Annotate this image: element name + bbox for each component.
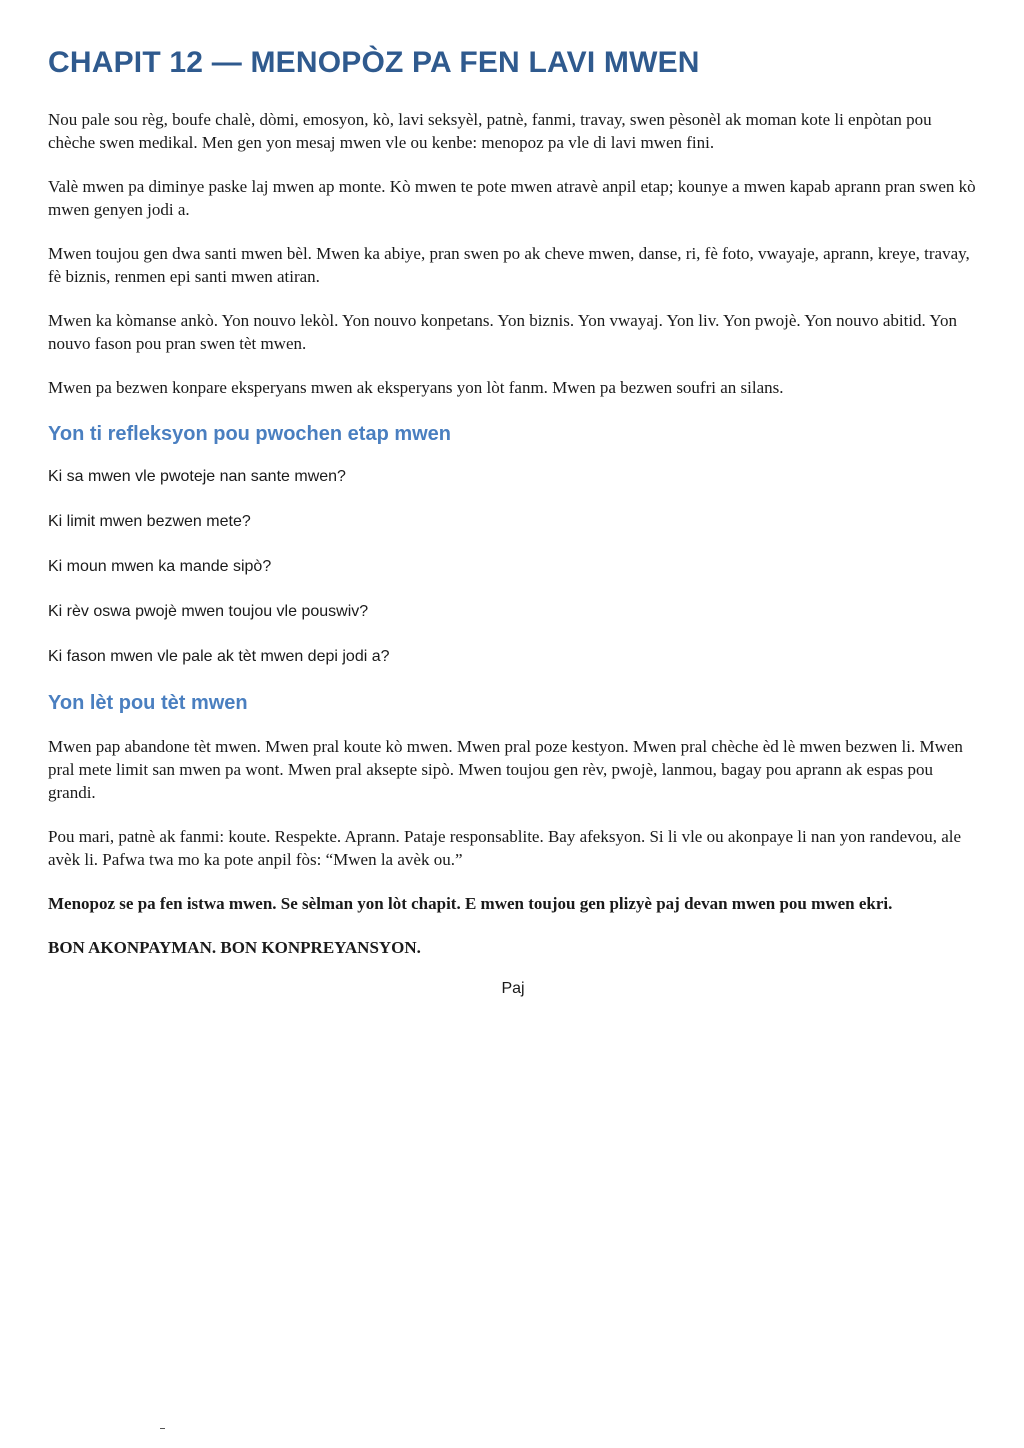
letter-paragraph-2: Pou mari, patnè ak fanmi: koute. Respekte. Aprann. Pataje responsablite. Bay afeksyon. Si li vle ou akonpaye li nan yon randevou, ale avèk li. Pafwa twa mo ka pote anpil fòs: “Mwen la avèk ou.” bbox=[48, 827, 962, 869]
intro-paragraph-1: Nou pale sou règ, boufe chalè, dòmi, emosyon, kò, lavi seksyèl, patnè, fanmi, travay, swen pèsonèl ak moman kote li enpòtan pou chèche swen medikal. Men gen yon mesaj mwen vle ou kenbe: menopoz pa vle di lavi mwen fini. bbox=[48, 110, 932, 152]
signoff: BON AKONPAYMAN. BON KONPREYANSYON. bbox=[48, 938, 421, 957]
intro-paragraph-3: Mwen toujou gen dwa santi mwen bèl. Mwen ka abiye, pran swen po ak cheve mwen, danse, ri, fè foto, vwayaje, aprann, kreye, travay, fè biznis, renmen epi santi mwen atiran. bbox=[48, 244, 970, 286]
letter-heading: Yon lèt pou tèt mwen bbox=[48, 692, 248, 714]
reflection-question-3: Ki moun mwen ka mande sipò? bbox=[48, 558, 272, 575]
intro-paragraph-4: Mwen ka kòmanse ankò. Yon nouvo lekòl. Yon nouvo konpetans. Yon biznis. Yon vwayaj. Yon liv. Yon pwojè. Yon nouvo abitid. Yon nouvo fason pou pran swen tèt mwen. bbox=[48, 311, 957, 353]
letter-paragraph-1: Mwen pap abandone tèt mwen. Mwen pral koute kò mwen. Mwen pral poze kestyon. Mwen pral chèche èd lè mwen bezwen li. Mwen pral mete limit san mwen pa wont. Mwen pral aksepte sipò. Mwen toujou gen rèv, pwojè, lanmou, bagay pou aprann ak espas pou grandi. bbox=[48, 737, 963, 802]
intro-paragraph-2: Valè mwen pa diminye paske laj mwen ap monte. Kò mwen te pote mwen atravè anpil etap; kounye a mwen kapab aprann pran swen kò mwen genyen jodi a. bbox=[48, 177, 976, 219]
reflection-question-1: Ki sa mwen vle pwoteje nan sante mwen? bbox=[48, 468, 346, 485]
intro-paragraph-5: Mwen pa bezwen konpare eksperyans mwen ak eksperyans yon lòt fanm. Mwen pa bezwen soufri an silans. bbox=[48, 378, 784, 397]
reflection-question-2: Ki limit mwen bezwen mete? bbox=[48, 513, 251, 530]
reflection-question-5: Ki fason mwen vle pale ak tèt mwen depi jodi a? bbox=[48, 648, 390, 665]
closing-statement: Menopoz se pa fen istwa mwen. Se sèlman yon lòt chapit. E mwen toujou gen plizyè paj devan mwen pou mwen ekri. bbox=[48, 894, 893, 913]
reflection-heading: Yon ti refleksyon pou pwochen etap mwen bbox=[48, 423, 452, 445]
footer-mark bbox=[160, 1428, 165, 1429]
document-page bbox=[48, 40, 978, 998]
reflection-question-4: Ki rèv oswa pwojè mwen toujou vle pouswiv? bbox=[48, 603, 369, 620]
page-label: Paj bbox=[501, 980, 525, 997]
chapter-title: CHAPIT 12 — MENOPÒZ PA FEN LAVI MWEN bbox=[48, 46, 700, 79]
